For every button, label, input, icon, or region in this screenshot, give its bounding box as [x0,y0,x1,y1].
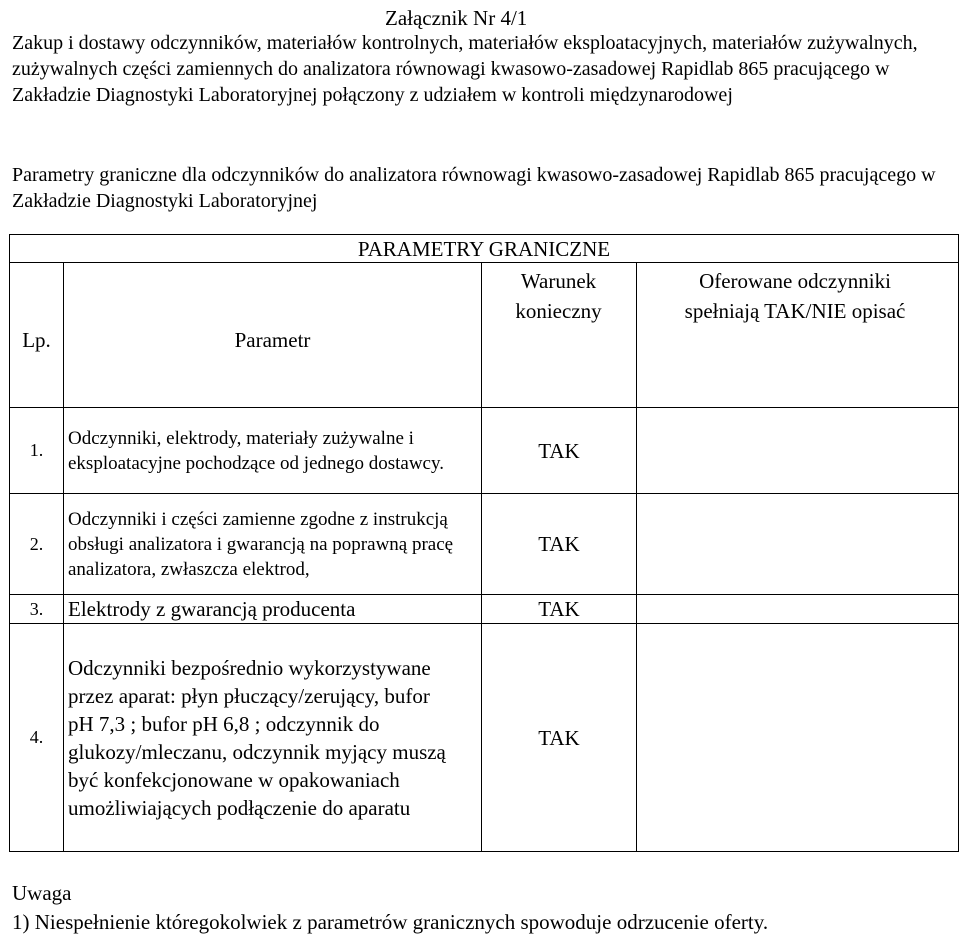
row-2-required: TAK [538,532,580,556]
row-2-offer-cell[interactable] [637,494,958,594]
row-3-required: TAK [538,597,580,621]
row-4-parameter: Odczynniki bezpośrednio wykorzystywane przez aparat: płyn płuczący/zerujący, bufor pH 7,3 ; bufor pH 6,8 ; odczynnik do glukozy/mleczanu, odczynnik myjący muszą być konfekcjonowane w opakowaniach umożliwiających podłączenie do aparatu [68,655,446,820]
row-1-parameter: Odczynniki, elektrody, materiały zużywalne i eksploatacyjne pochodzące od jednego dostawcy. [68,427,444,474]
row-1-offer-cell[interactable] [637,408,958,493]
row-3-parameter: Elektrody z gwarancją producenta [68,597,356,621]
column-header-offer: Oferowane odczynniki spełniają TAK/NIE opisać [684,269,906,323]
tender-description: Zakup i dostawy odczynników, materiałów kontrolnych, materiałów eksploatacyjnych, materiałów zużywalnych, zużywalnych części zamiennych do analizatora równowagi kwasowo-zasadowej Rapidlab 865 pracującego w Zakładzie Diagnostyki Laboratoryjnej połączony z udziałem w kontroli międzynarodowej [12,32,918,106]
row-3-lp: 3. [29,598,44,619]
column-header-required: Warunek konieczny [515,269,602,323]
row-4-offer-cell[interactable] [637,624,958,851]
row-3-offer-cell[interactable] [637,595,958,623]
column-header-lp: Lp. [22,328,51,352]
row-1-lp: 1. [29,440,44,460]
row-2-lp: 2. [29,533,44,554]
document-subtitle: Parametry graniczne dla odczynników do analizatora równowagi kwasowo-zasadowej Rapidlab 865 pracującego w Zakładzie Diagnostyki Laboratoryjnej [12,164,936,212]
row-1-required: TAK [538,438,580,463]
table-title: PARAMETRY GRANICZNE [357,236,611,261]
note-title: Uwaga [12,881,72,905]
row-4-lp: 4. [29,727,44,747]
column-header-parameter: Parametr [234,328,311,352]
attachment-number: Załącznik Nr 4/1 [385,6,528,30]
row-4-required: TAK [538,725,580,750]
row-2-parameter: Odczynniki i części zamienne zgodne z instrukcją obsługi analizatora i gwarancją na poprawną pracę analizatora, zwłaszcza elektrod, [68,508,454,580]
note-text: 1) Niespełnienie któregokolwiek z parametrów granicznych spowoduje odrzucenie oferty. [12,910,769,934]
